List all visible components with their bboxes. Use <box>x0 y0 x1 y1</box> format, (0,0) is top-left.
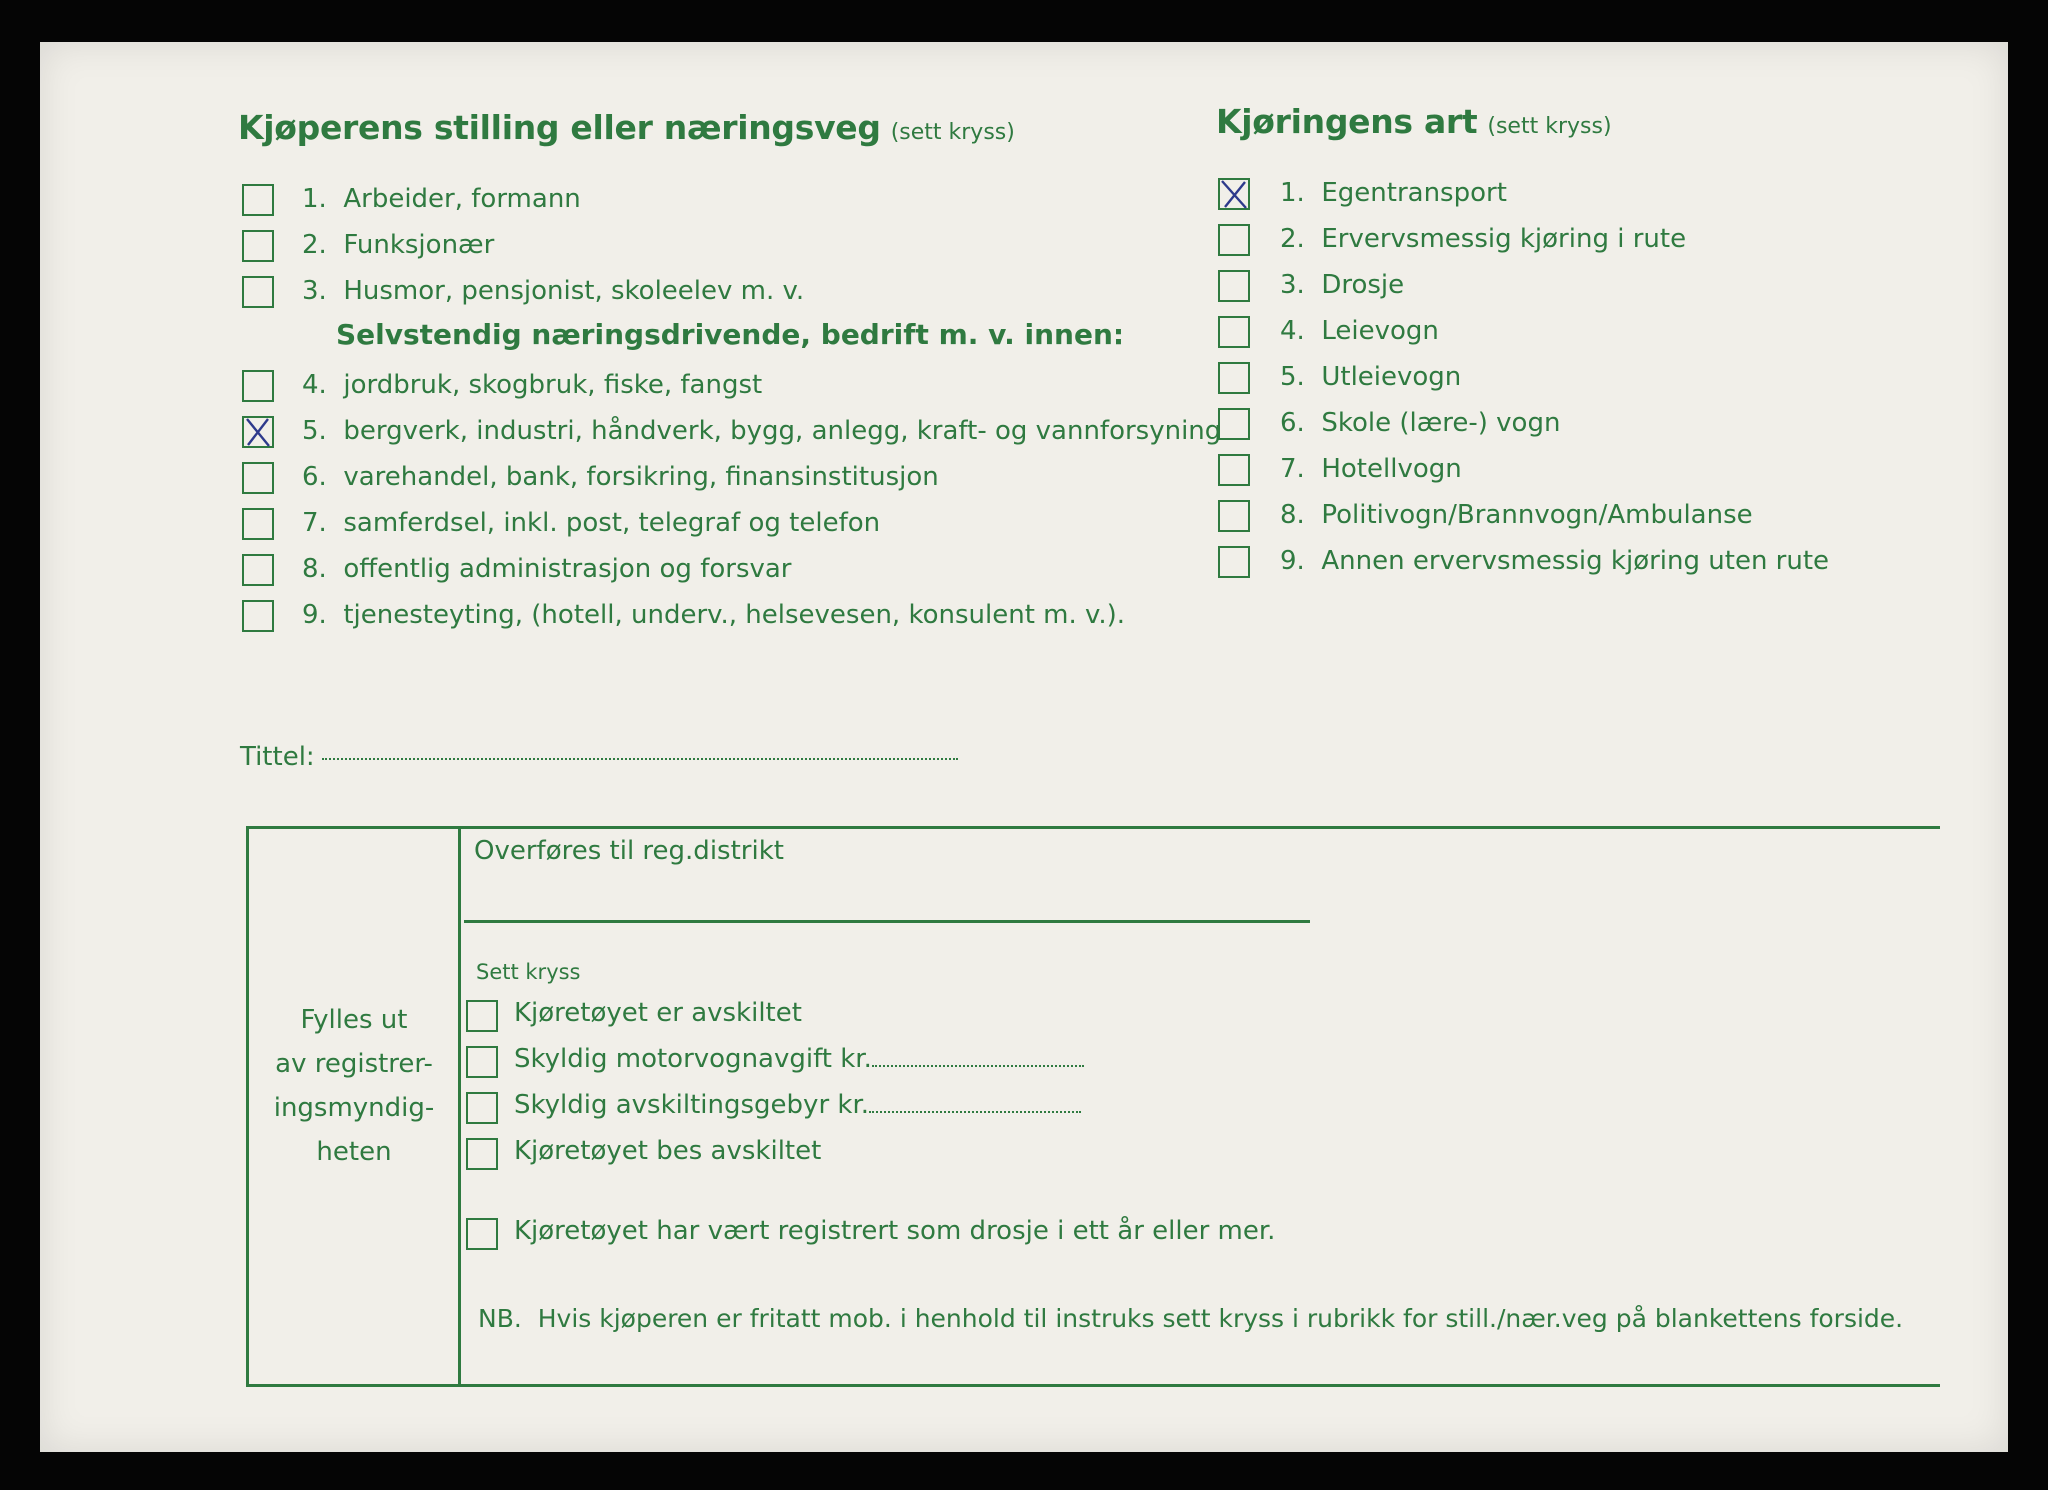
driving-type-heading: Kjøringens art (sett kryss) <box>1216 102 1612 141</box>
checkbox-driving-5[interactable] <box>1218 362 1250 394</box>
checkbox-drosje-registered[interactable] <box>466 1218 498 1250</box>
registry-side-label: Fylles ut av registrer- ingsmyndig- heten <box>273 1005 435 1167</box>
drosje-registered-label: Kjøretøyet har vært registrert som drosje i ett år eller mer. <box>514 1216 1276 1246</box>
transfer-district-label: Overføres til reg.distrikt <box>474 836 784 866</box>
form-sheet <box>40 42 2008 1452</box>
title-field-line[interactable] <box>322 758 958 760</box>
transfer-district-input[interactable] <box>474 878 1290 914</box>
registry-box-left-border <box>246 826 249 1386</box>
checkbox-driving-3[interactable] <box>1218 270 1250 302</box>
deregistration-fee-label: Skyldig avskiltingsgebyr kr. <box>514 1090 1081 1120</box>
occupation-item-8: 8. offentlig administrasjon og forsvar <box>302 554 792 584</box>
registry-box-top-border <box>246 826 1940 829</box>
nb-prefix: NB. <box>478 1304 522 1333</box>
checkbox-occupation-4[interactable] <box>242 370 274 402</box>
checkbox-driving-1[interactable] <box>1218 178 1250 210</box>
driving-item-1: 1. Egentransport <box>1280 178 1507 208</box>
motor-fee-amount-line[interactable] <box>872 1064 1084 1067</box>
checkbox-request-deregistration[interactable] <box>466 1138 498 1170</box>
checkbox-driving-7[interactable] <box>1218 454 1250 486</box>
deregistration-fee-amount-line[interactable] <box>869 1110 1081 1113</box>
occupation-item-2: 2. Funksjonær <box>302 230 495 260</box>
nb-text: Hvis kjøperen er fritatt mob. i henhold til instruks sett kryss i rubrikk for still./nær.veg på blankettens forside. <box>537 1304 1904 1333</box>
driving-item-4: 4. Leievogn <box>1280 316 1439 346</box>
request-deregistration-label: Kjøretøyet bes avskiltet <box>514 1136 822 1166</box>
checkbox-driving-6[interactable] <box>1218 408 1250 440</box>
occupation-item-6: 6. varehandel, bank, forsikring, finansinstitusjon <box>302 462 939 492</box>
self-employed-subheading: Selvstendig næringsdrivende, bedrift m. v. innen: <box>336 318 1125 351</box>
registry-box-divider <box>458 826 461 1386</box>
checkbox-occupation-9[interactable] <box>242 600 274 632</box>
occupation-item-5: 5. bergverk, industri, håndverk, bygg, anlegg, kraft- og vannforsyning <box>302 416 1222 446</box>
driving-item-8: 8. Politivogn/Brannvogn/Ambulanse <box>1280 500 1753 530</box>
checkbox-occupation-3[interactable] <box>242 276 274 308</box>
checkbox-occupation-1[interactable] <box>242 184 274 216</box>
registry-box-bottom-border <box>246 1384 1940 1387</box>
driving-type-note: (sett kryss) <box>1487 114 1612 139</box>
checkbox-deregistered[interactable] <box>466 1000 498 1032</box>
driving-item-7: 7. Hotellvogn <box>1280 454 1462 484</box>
checkbox-driving-9[interactable] <box>1218 546 1250 578</box>
nb-note <box>478 1304 1903 1333</box>
checkbox-driving-8[interactable] <box>1218 500 1250 532</box>
occupation-item-9: 9. tjenesteyting, (hotell, underv., helsevesen, konsulent m. v.). <box>302 600 1126 630</box>
driving-item-6: 6. Skole (lære-) vogn <box>1280 408 1561 438</box>
checkbox-driving-4[interactable] <box>1218 316 1250 348</box>
driving-item-3: 3. Drosje <box>1280 270 1405 300</box>
driving-item-2: 2. Ervervsmessig kjøring i rute <box>1280 224 1687 254</box>
motor-fee-label: Skyldig motorvognavgift kr. <box>514 1044 1084 1074</box>
sett-kryss-label: Sett kryss <box>476 960 581 984</box>
checkbox-driving-2[interactable] <box>1218 224 1250 256</box>
checkbox-motor-fee[interactable] <box>466 1046 498 1078</box>
buyer-occupation-heading: Kjøperens stilling eller næringsveg (sett kryss) <box>238 108 1015 147</box>
occupation-item-1: 1. Arbeider, formann <box>302 184 581 214</box>
deregistered-label: Kjøretøyet er avskiltet <box>514 998 802 1028</box>
buyer-occupation-note: (sett kryss) <box>890 120 1015 145</box>
occupation-item-3: 3. Husmor, pensjonist, skoleelev m. v. <box>302 276 805 306</box>
checkbox-deregistration-fee[interactable] <box>466 1092 498 1124</box>
title-field-label: Tittel: <box>240 742 315 772</box>
checkbox-occupation-5[interactable] <box>242 416 274 448</box>
driving-item-5: 5. Utleievogn <box>1280 362 1462 392</box>
checkbox-occupation-8[interactable] <box>242 554 274 586</box>
checkbox-occupation-7[interactable] <box>242 508 274 540</box>
checkbox-occupation-2[interactable] <box>242 230 274 262</box>
driving-item-9: 9. Annen ervervsmessig kjøring uten rute <box>1280 546 1830 576</box>
occupation-item-7: 7. samferdsel, inkl. post, telegraf og telefon <box>302 508 881 538</box>
transfer-district-underline <box>464 920 1310 923</box>
occupation-item-4: 4. jordbruk, skogbruk, fiske, fangst <box>302 370 763 400</box>
checkbox-occupation-6[interactable] <box>242 462 274 494</box>
